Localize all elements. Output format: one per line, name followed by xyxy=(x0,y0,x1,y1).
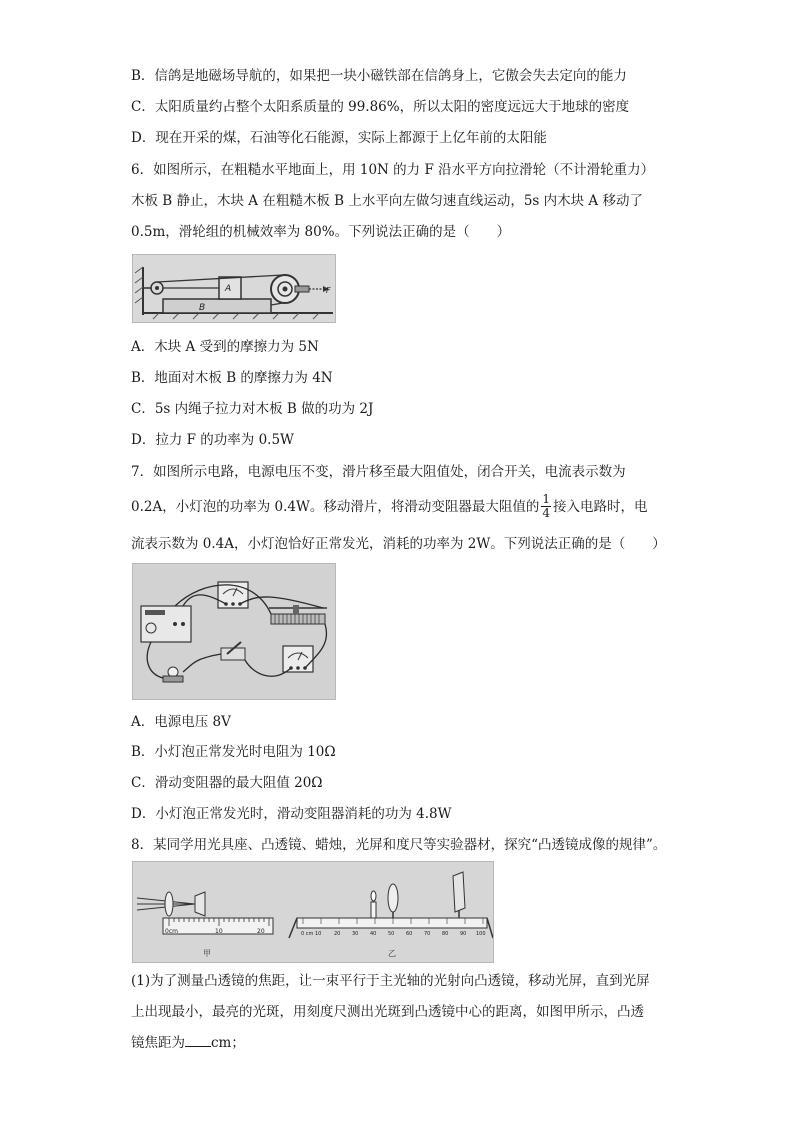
q7-option-a: A．电源电压 8V xyxy=(131,714,231,730)
fraction-denominator: 4 xyxy=(542,506,550,520)
pulley-figure xyxy=(132,254,336,323)
caption-yi: 乙 xyxy=(388,949,396,958)
q6-text-line-3: 0.5m，滑轮组的机械效率为 80%。下列说法正确的是（ ） xyxy=(131,224,511,240)
q8-text-line-1: 8．某同学用光具座、凸透镜、蜡烛，光屏和度尺等实验器材，探究“凸透镜成像的规律”。 xyxy=(131,837,667,853)
ruler-a-tick-0: 0cm xyxy=(165,928,178,935)
ruler-a-tick-10: 10 xyxy=(215,928,223,935)
q7-text-line-2-end: 接入电路时，电 xyxy=(553,499,648,515)
optics-figure xyxy=(132,861,494,963)
option-c-prev: C．太阳质量约占整个太阳系质量的 99.86%，所以太阳的密度远远大于地球的密度 xyxy=(131,99,630,115)
ruler-b-tick-80: 80 xyxy=(442,931,449,937)
ruler-b-tick-50: 50 xyxy=(388,931,395,937)
caption-jia: 甲 xyxy=(203,949,211,958)
fraction-one-quarter xyxy=(541,493,551,520)
ruler-b-tick-20: 20 xyxy=(334,931,341,937)
q6-option-d: D．拉力 F 的功率为 0.5W xyxy=(131,432,294,448)
q7-text-line-1: 7．如图所示电路，电源电压不变，滑片移至最大阻值处，闭合开关，电流表示数为 xyxy=(131,464,626,480)
ruler-b-tick-60: 60 xyxy=(406,931,413,937)
q7-text-line-2 xyxy=(131,494,648,521)
answer-blank[interactable] xyxy=(185,1034,211,1047)
q7-text-line-2-start: 0.2A，小灯泡的功率为 0.4W。移动滑片，将滑动变阻器最大阻值的 xyxy=(131,499,540,515)
fraction-numerator: 1 xyxy=(542,492,550,506)
q8-part1-line-3-start: 镜焦距为 xyxy=(131,1035,185,1051)
ruler-b-tick-0-10: 0 cm 10 xyxy=(301,931,322,937)
option-d-prev: D．现在开采的煤，石油等化石能源，实际上都源于上亿年前的太阳能 xyxy=(131,130,547,146)
q7-option-c: C．滑动变阻器的最大阻值 20Ω xyxy=(131,775,323,791)
option-b-prev: B．信鸽是地磁场导航的，如果把一块小磁铁部在信鸽身上，它傲会失去定向的能力 xyxy=(131,68,627,84)
q6-option-a: A．木块 A 受到的摩擦力为 5N xyxy=(131,339,319,355)
q7-text-line-3: 流表示数为 0.4A，小灯泡恰好正常发光，消耗的功率为 2W。下列说法正确的是（ ） xyxy=(131,536,666,552)
q7-option-d: D．小灯泡正常发光时，滑动变阻器消耗的功为 4.8W xyxy=(131,806,452,822)
label-b: B xyxy=(199,303,206,313)
q6-text-line-1: 6．如图所示，在粗糙水平地面上，用 10N 的力 F 沿水平方向拉滑轮（不计滑轮重力） xyxy=(131,162,655,178)
q8-part1-line-1: (1)为了测量凸透镜的焦距，让一束平行于主光轴的光射向凸透镜，移动光屏，直到光屏 xyxy=(131,973,650,989)
q8-part1-line-3 xyxy=(131,1033,245,1053)
circuit-photo xyxy=(132,563,336,700)
q6-option-b: B．地面对木板 B 的摩擦力为 4N xyxy=(131,370,333,386)
q8-part1-line-2: 上出现最小，最亮的光斑，用刻度尺测出光斑到凸透镜中心的距离，如图甲所示，凸透 xyxy=(131,1004,644,1020)
ruler-a-tick-20: 20 xyxy=(257,928,265,935)
q6-text-line-2: 木板 B 静止，木块 A 在粗糙木板 B 上水平向左做匀速直线运动，5s 内木块 A 移动了 xyxy=(131,193,643,209)
ruler-b-tick-100: 100 xyxy=(476,931,486,937)
label-f: F xyxy=(326,286,331,295)
ruler-b-tick-90: 90 xyxy=(460,931,467,937)
ruler-b-tick-40: 40 xyxy=(370,931,377,937)
ruler-b-tick-30: 30 xyxy=(352,931,359,937)
circuit-diagram xyxy=(133,564,335,699)
optics-bench-diagram xyxy=(133,862,493,962)
q8-part1-line-3-end: cm； xyxy=(211,1035,245,1051)
label-a: A xyxy=(225,284,232,294)
pulley-diagram xyxy=(133,255,335,322)
q6-option-c: C．5s 内绳子拉力对木板 B 做的功为 2J xyxy=(131,401,374,417)
q7-option-b: B．小灯泡正常发光时电阻为 10Ω xyxy=(131,744,336,760)
ruler-b-tick-70: 70 xyxy=(424,931,431,937)
